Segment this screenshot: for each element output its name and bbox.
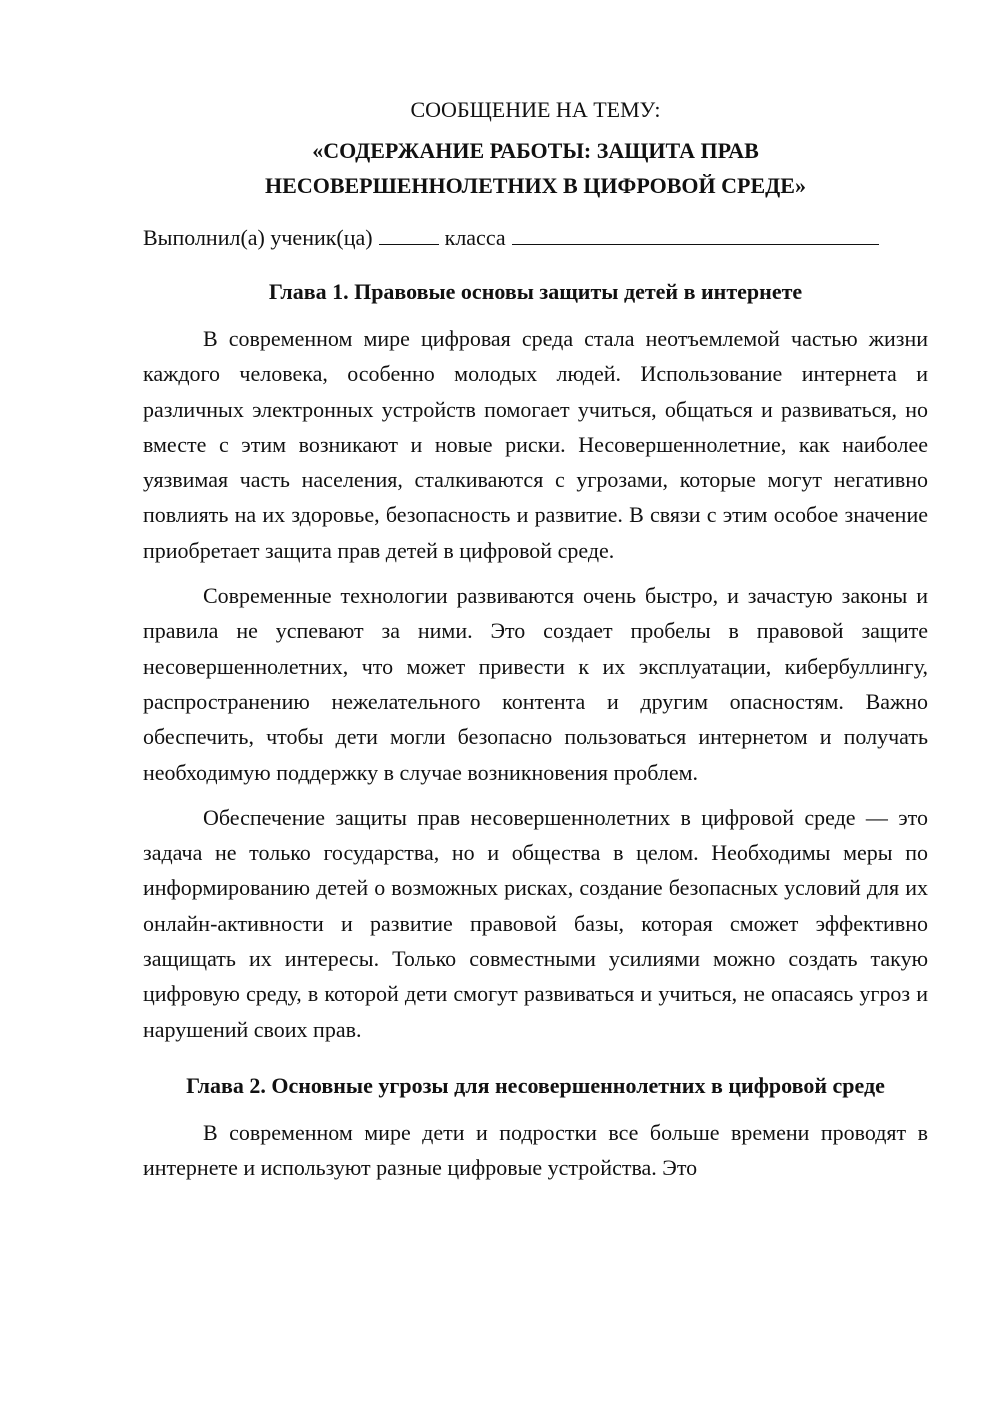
chapter-1-paragraph-1: В современном мире цифровая среда стала неотъемлемой частью жизни каждого человека, особенно молодых людей. Использование интернета и различных электронных устройств помогает учиться, общаться и развиваться, но вместе с этим возникают и новые риски. Несовершеннолетние, как наиболее уязвимая часть населения, сталкиваются с угрозами, которые могут негативно повлиять на их здоровье, безопасность и развитие. В связи с этим особое значение приобретает защита прав детей в цифровой среде.: [143, 326, 928, 563]
document-title: [143, 133, 928, 203]
author-line: [143, 221, 928, 255]
chapter-2-paragraph-1: В современном мире дети и подростки все больше времени проводят в интернете и используют разные цифровые устройства. Это: [143, 1119, 928, 1181]
chapter-1-paragraph-2: Современные технологии развиваются очень быстро, и зачастую законы и правила не успевают за ними. Это создает пробелы в правовой защите несовершеннолетних, что может привести к их эксплуатации, кибербуллингу, распространению нежелательного контента и другим опасностям. Важно обеспечить, чтобы дети могли безопасно пользоваться интернетом и получать необходимую поддержку в случае возникновения проблем.: [143, 583, 928, 785]
chapter-2-heading: Глава 2. Основные угрозы для несовершеннолетних в цифровой среде: [186, 1072, 885, 1098]
document-header-line: СООБЩЕНИЕ НА ТЕМУ:: [410, 97, 661, 122]
chapter-1-paragraph-3: Обеспечение защиты прав несовершеннолетних в цифровой среде — это задача не только государства, но и общества в целом. Необходимы меры по информированию детей о возможных рисках, создание безопасных условий для их онлайн-активности и развитие правовой базы, которая сможет эффективно защищать их интересы. Только совместными усилиями можно создать такую цифровую среду, в которой дети смогут развиваться и учиться, не опасаясь угроз и нарушений своих прав.: [143, 804, 928, 1042]
document-title-line-2: НЕСОВЕРШЕННОЛЕТНИХ В ЦИФРОВОЙ СРЕДЕ»: [265, 173, 806, 198]
class-number-blank: [379, 224, 439, 245]
author-prefix: Выполнил(а) ученик(ца): [143, 225, 373, 250]
student-name-blank: [512, 224, 879, 245]
document-title-line-1: «СОДЕРЖАНИЕ РАБОТЫ: ЗАЩИТА ПРАВ: [312, 138, 759, 163]
author-class-label: класса: [444, 225, 506, 250]
chapter-1-heading: Глава 1. Правовые основы защиты детей в интернете: [268, 279, 803, 304]
document-content: [143, 93, 928, 1186]
